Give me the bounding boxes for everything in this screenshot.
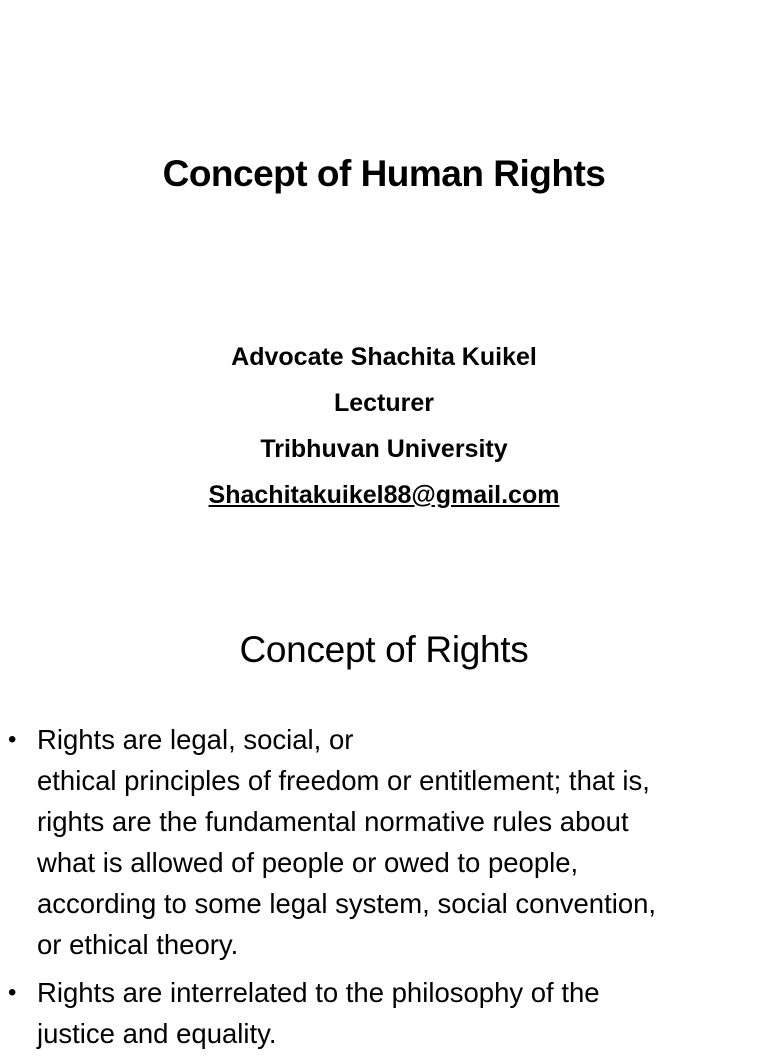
bullet-line: ethical principles of freedom or entitlement; that is, [37, 765, 650, 796]
slide-title: Concept of Rights [239, 629, 529, 670]
bullet-line: according to some legal system, social convention, [37, 888, 657, 919]
bullet-line: rights are the fundamental normative rules about [37, 806, 629, 837]
bullet-icon: • [8, 979, 17, 1006]
author-email-link[interactable]: Shachitakuikel88@gmail.com [208, 481, 560, 509]
bullet-line: or ethical theory. [37, 929, 239, 960]
author-position: Lecturer [333, 389, 435, 417]
bullet-line: what is allowed of people or owed to people, [37, 847, 579, 878]
slide-title: Concept of Human Rights [162, 153, 606, 194]
author-name: Advocate Shachita Kuikel [231, 343, 537, 371]
bullet-line: Rights are legal, social, or [37, 724, 354, 755]
bullet-list [0, 719, 768, 1061]
bullet-icon: • [8, 726, 17, 753]
bullet-item [0, 972, 768, 1054]
author-institution: Tribhuvan University [260, 435, 508, 463]
bullet-item [0, 719, 768, 965]
author-block [0, 334, 768, 518]
bullet-line: justice and equality. [37, 1018, 277, 1049]
content-slide [0, 576, 768, 1049]
bullet-line: Rights are interrelated to the philosophy of the [37, 977, 600, 1008]
